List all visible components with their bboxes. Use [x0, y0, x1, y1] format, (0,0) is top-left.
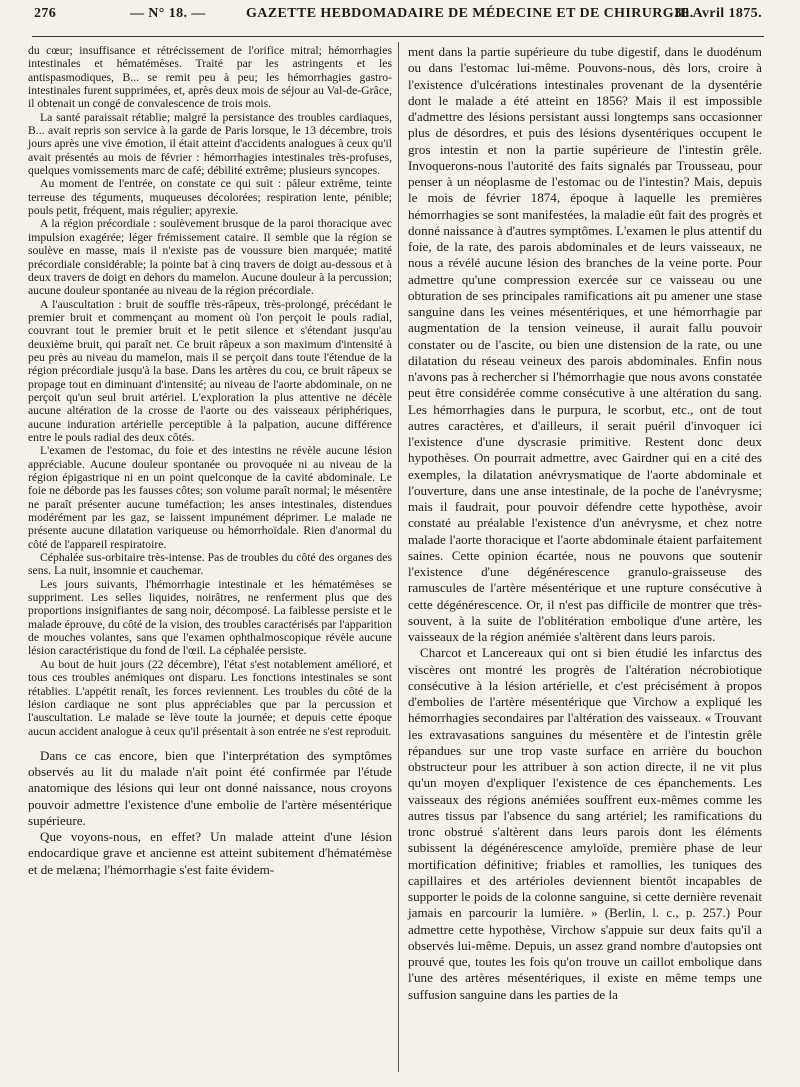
paragraph: Que voyons-nous, en effet? Un malade atteint d'une lésion endocardique grave et ancienne est atteint subitement d'hématémèse et de melæna; l'hémorrhagie s'est faite évidem- [28, 829, 392, 877]
page-header [34, 6, 762, 32]
paragraph: L'examen de l'estomac, du foie et des intestins ne révèle aucune lésion appréciable. Aucune douleur spontanée ou provoquée ni au niveau de la région épigastrique ni en un point quelconque de la cavité abdominale. Le foie ne déborde pas les fausses côtes; son volume paraît normal; le mésentère ne paraît présenter aucune tuméfaction; les anses intestinales, distendues modérément par les gaz, se laissent impunément déprimer. Le malade ne présente aucune dilatation variqueuse ou hémorrhoïdale. Rien d'anormal du côté de l'appareil respiratoire. [28, 444, 392, 551]
paragraph: Au moment de l'entrée, on constate ce qui suit : pâleur extrême, teinte terreuse des téguments, muqueuses décolorées; respiration lente, pénible; pouls petit, fréquent, mais régulier; apyrexie. [28, 177, 392, 218]
paragraph: A la région précordiale : soulèvement brusque de la paroi thoracique avec impulsion exagérée; léger frémissement cataire. Il semble que la région se soulève en masse, mais il n'existe pas de voussure bien marquée; matité précordiale considérable; la pointe bat à cinq travers de doigt au-dessous et à deux travers de doigt en dehors du mamelon. Aucune douleur à la percussion; aucune douleur spontanée au niveau de la région précordiale. [28, 217, 392, 298]
paragraph: Les jours suivants, l'hémorrhagie intestinale et les hématémèses se suppriment. Les selles liquides, noirâtres, ne renferment plus que des proportions insignifiantes de sang noir, décomposé. La faiblesse persiste et le malade éprouve, du côté de la vision, des troubles caractérisés par l'apparition de mouches volantes, sans que l'examen ophthalmoscopique révèle aucune lésion caractéristique du fond de l'œil. La céphalée persiste. [28, 577, 392, 658]
left-column [28, 44, 392, 878]
journal-title: GAZETTE HEBDOMADAIRE DE MÉDECINE ET DE CHIRURGIE. [246, 6, 694, 21]
page-number: 276 [34, 6, 57, 21]
issue-number: — N° 18. — [130, 6, 206, 21]
header-rule [32, 36, 764, 37]
paragraph: La santé paraissait rétablie; malgré la persistance des troubles cardiaques, B... avait repris son service à la garde de Paris lorsque, le 13 décembre, trois jours après une vive émotion, il était atteint d'accidents analogues à ceux qu'il avait présentés au mois de février : hémorrhagies intestinales très-profuses, quelques vomissements marc de café; débilité extrême; plusieurs syncopes. [28, 110, 392, 178]
paragraph: Au bout de huit jours (22 décembre), l'état s'est notablement amélioré, et tous ces troubles anémiques ont disparu. Les fonctions intestinales se sont rétablies. L'appétit renaît, les forces reviennent. Les troubles du côté de la lésion cardiaque ne sont plus appréciables que par la percussion et l'auscultation. Le malade se lève toute la journée; et depuis cette époque aucun accident analogue à ceux qu'il présentait à son entrée ne s'est reproduit. [28, 657, 392, 738]
paragraph: A l'auscultation : bruit de souffle très-râpeux, très-prolongé, précédant le premier bruit et commençant au moment où l'on perçoit le pouls radial, couvrant tout le premier bruit et le petit silence et s'étendant jusqu'au deuxième bruit, qui paraît net. Ce bruit râpeux a son maximum d'intensité à peu près au niveau du mamelon, mais il se perçoit dans toute l'étendue de la région précordiale jusqu'à la base. Dans les artères du cou, ce bruit râpeux se propage tout en diminuant d'intensité; au niveau de l'aorte abdominale, on ne perçoit qu'un seul bruit artériel. L'exploration la plus attentive ne décèle aucune altération de la crosse de l'aorte ou des vaisseaux périphériques, aucune induration artérielle perceptible à la palpation, aucune différence entre le pouls radial des deux côtés. [28, 297, 392, 444]
right-column [408, 44, 762, 1003]
paragraph: Charcot et Lancereaux qui ont si bien étudié les infarctus des viscères ont montré les progrès de l'altération nécrobiotique consécutive à la lésion artérielle, et c'est précisément à propos d'embolies de l'artère mésentérique que Virchow a expliqué les hémorrhagies secondaires par l'altération des vaisseaux. « Trouvant les extravasations sanguines du mésentère et de l'intestin grêle répandues sur une trop vaste surface en arrière du bouchon obstructeur pour les attribuer à son action directe, il ne vit plus qu'un moyen d'expliquer l'existence de ces épanchements. Les vaisseaux des régions anémiées souffrent eux-mêmes comme les autres tissus par l'absence du sang artériel; les ramifications du tronc obstrué s'altèrent dans leurs parois dont les éléments subissent la dégénérescence amyloïde, première phase de leur mortification définitive; friables et ramollies, les tuniques des capillaires et des artérioles deviennent bientôt incapables de supporter le poids de la colonne sanguine, si cette dernière revenait jamais en parcourir la lumière. » (Berlin, l. c., p. 257.) Pour admettre cette hypothèse, Virchow s'appuie sur deux faits qu'il a observés lui-même. Depuis, un assez grand nombre d'autopsies ont prouvé que, toutes les fois qu'on trouve un caillot embolique dans l'une des artères mésentériques, il existe en même temps une suffusion sanguine dans les parties de la [408, 645, 762, 1002]
paragraph: du cœur; insuffisance et rétrécissement de l'orifice mitral; hémorrhagies intestinales et hématémèses. Traité par les astringents et les antispasmodiques, B... se remit peu à peu; les hémorrhagies gastro-intestinales furent supprimées, et, après deux mois de séjour au Val-de-Grâce, il obtenait un congé de convalescence de trois mois. [28, 44, 392, 111]
paragraph: Céphalée sus-orbitaire très-intense. Pas de troubles du côté des organes des sens. La nuit, insomnie et cauchemar. [28, 551, 392, 578]
paragraph: ment dans la partie supérieure du tube digestif, dans le duodénum ou dans l'estomac lui-même. Pouvons-nous, dès lors, croire à l'existence d'ulcérations intestinales provenant de la dysentérie dont le malade a été atteint en 1856? Mais il est impossible d'admettre des lésions persistant aussi longtemps sans occasionner plus de désordres, et puis des lésions dysentériques occupent le gros intestin et non la partie supérieure de l'intestin grêle. Invoquerons-nous l'autorité des faits signalés par Trousseau, pour penser à un néoplasme de l'estomac ou de l'intestin? Mais, depuis le mois de février 1874, époque à laquelle les premières hémorrhagies se sont manifestées, la maladie eût fait des progrès et donné naissance à d'autres symptômes. L'examen le plus attentif du foie, de la rate, des parois abdominales et de leurs vaisseaux, ne nous a révélé aucune lésion des branches de la veine porte. Pour admettre qu'une compression exercée sur ce vaisseau ou une obturation de ses principales ramifications ait pu amener une stase sanguine dans les veines mésentériques, et une hémorrhagie par augmentation de la tension veineuse, il aurait fallu pouvoir constater ou de l'ascite, ou bien une distension de la rate, ou une dilatation du réseau veineux des parois abdominales. Enfin nous n'avons pas à rechercher si l'hémorrhagie que nous avons constatée peut être considérée comme consécutive à une altération du sang. Les hémorrhagies dans le purpura, le scorbut, etc., ont de tout autres caractères, et d'ailleurs, il serait puéril d'invoquer ici l'existence d'une dyscrasie primitive. Restent donc deux hypothèses. On pourrait admettre, avec Gairdner qui en a cité des exemples, la dilatation anévrysmatique de l'aorte abdominale et l'ouverture, dans une anse intestinale, de la poche de l'anévrysme; mais il faudrait, pour pouvoir défendre cette hypothèse, avoir constaté au préalable l'existence d'un anévrysme, et chez notre malade l'aorte thoracique et l'aorte abdominale étaient parfaitement saines. Cette opinion écartée, nous ne pouvons que soutenir l'existence d'une dégénérescence granulo-graisseuse des ramuscules de l'artère mésentérique et une rupture consécutive à cette dégénérescence. Or, il n'est pas difficile de montrer que très-souvent, à la suite de l'oblitération embolique d'une artère, les vaisseaux de la région anémiée s'altèrent dans leurs parois. [408, 44, 762, 644]
issue-date: 30 Avril 1875. [674, 6, 762, 21]
column-divider [398, 42, 399, 1072]
paragraph: Dans ce cas encore, bien que l'interprétation des symptômes observés au lit du malade n'ait point été confirmée par l'étude anatomique des lésions qui leur ont donné naissance, nous croyons pouvoir admettre l'existence d'une embolie de l'artère mésentérique supérieure. [28, 747, 392, 828]
